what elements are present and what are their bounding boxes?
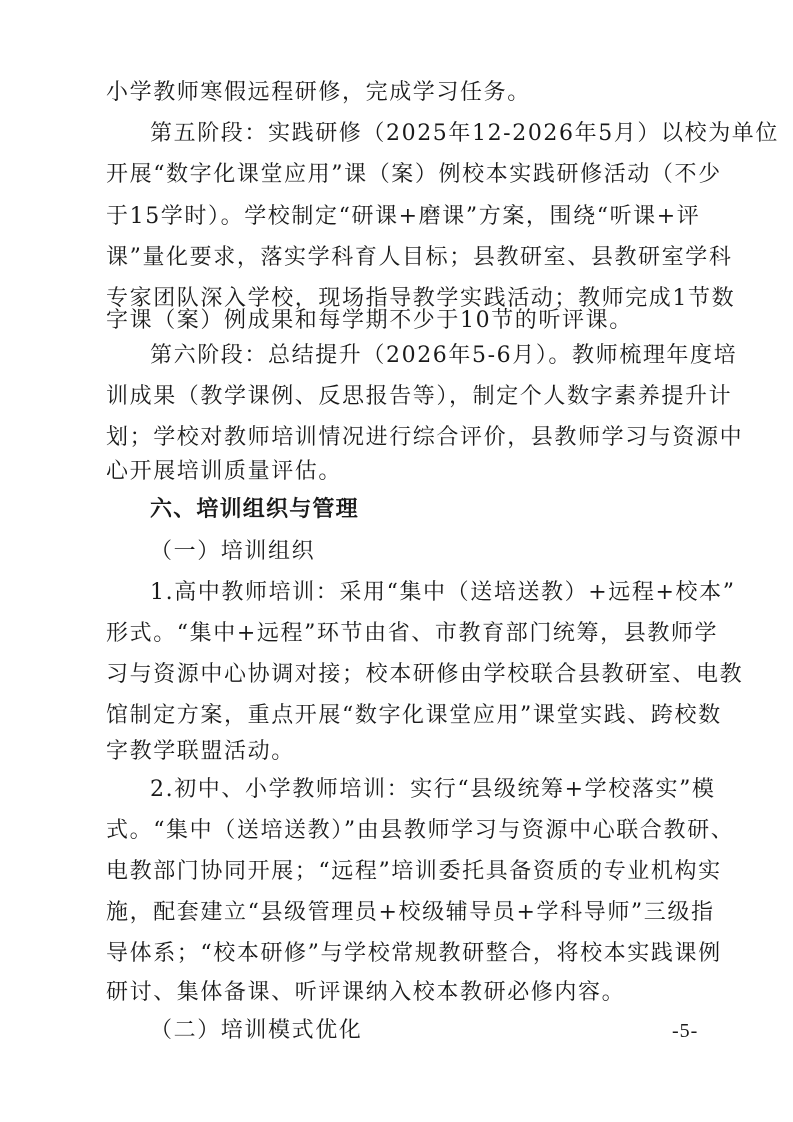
body-text-line: 馆制定方案，重点开展“数字化课堂应用”课堂实践、跨校数 (106, 703, 722, 728)
body-text-line: 导体系；“校本研修”与学校常规教研整合，将校本实践课例 (106, 941, 722, 966)
body-text-line: 小学教师寒假远程研修，完成学习任务。 (106, 80, 531, 105)
body-text-line: 训成果（教学课例、反思报告等），制定个人数字素养提升计 (106, 384, 733, 409)
paragraph-junior-primary-line: 2.初中、小学教师培训：实行“县级统筹+学校落实”模 (150, 777, 716, 802)
body-text-line: 式。“集中（送培送教）”由县教师学习与资源中心联合教研、 (106, 818, 735, 843)
page-number: -5- (672, 1020, 699, 1042)
body-text-line: 字课（案）例成果和每学期不少于10节的听评课。 (106, 308, 633, 333)
body-text-line: 课”量化要求，落实学科育人目标；县教研室、县教研室学科 (106, 245, 733, 270)
body-text-line: 于15学时）。学校制定“研课+磨课”方案，围绕“听课+评 (106, 204, 701, 229)
body-text-line: 专家团队深入学校，现场指导教学实践活动；教师完成1节数 (106, 286, 736, 311)
body-text-line: 心开展培训质量评估。 (106, 459, 343, 484)
subsection-heading: （一）培训组织 (150, 539, 316, 564)
body-text-line: 施，配套建立“县级管理员+校级辅导员+学科导师”三级指 (106, 900, 715, 925)
paragraph-stage-six-line: 第六阶段：总结提升（2026年5-6月）。教师梳理年度培 (150, 343, 738, 368)
body-text-line: 开展“数字化课堂应用”课（案）例校本实践研修活动（不少 (106, 162, 722, 187)
body-text-line: 电教部门协同开展；“远程”培训委托具备资质的专业机构实 (106, 859, 722, 884)
body-text-line: 形式。“集中+远程”环节由省、市教育部门统筹，县教师学 (106, 621, 719, 646)
body-text-line: 字教学联盟活动。 (106, 739, 295, 764)
paragraph-high-school-line: 1.高中教师培训：采用“集中（送培送教）+远程+校本” (150, 580, 736, 605)
section-heading: 六、培训组织与管理 (150, 497, 359, 522)
paragraph-stage-five-line: 第五阶段：实践研修（2025年12-2026年5月）以校为单位 (150, 121, 780, 146)
body-text-line: 习与资源中心协调对接；校本研修由学校联合县教研室、电教 (106, 662, 744, 687)
body-text-line: 划；学校对教师培训情况进行综合评价，县教师学习与资源中 (106, 425, 744, 450)
body-text-line: 研讨、集体备课、听评课纳入校本教研必修内容。 (106, 980, 626, 1005)
subsection-heading: （二）培训模式优化 (150, 1018, 363, 1043)
